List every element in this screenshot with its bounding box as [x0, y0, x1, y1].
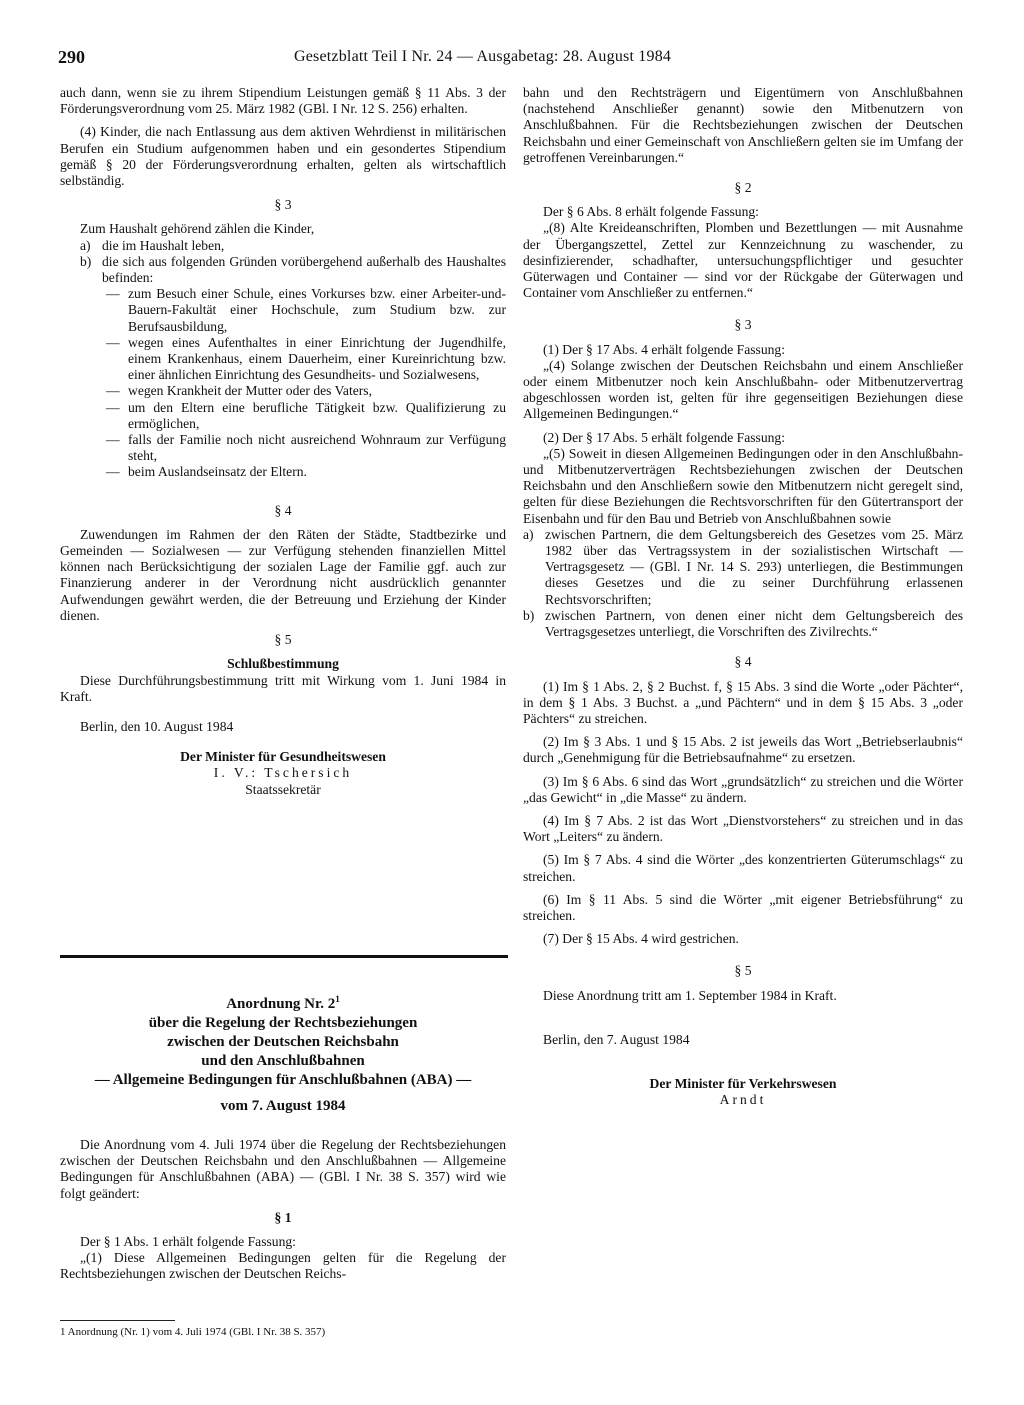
section-heading: § 5: [274, 632, 292, 648]
list-item: a) zwischen Partnern, die dem Geltungsbereich des Gesetzes vom 25. März 1982 über das Vertragssystem in der sozialistischen Wirtschaft — Vertragsgesetz — (GBl. I Nr. 14 S. 293) unterliegen, die Bestimmungen dieses Gesetzes und die zu seiner Durchführung erlassenen Rechtsvorschriften;: [523, 526, 963, 607]
footnote-divider: [60, 1320, 175, 1321]
enumeration-list: [523, 527, 963, 640]
paragraph: auch dann, wenn sie zu ihrem Stipendium Leistungen gemäß § 11 Abs. 3 der Förderungsverordnung vom 25. März 1982 (GBl. I Nr. 12 S. 256) erhalten.: [60, 85, 506, 117]
ordinance-title-line: und den Anschlußbahnen: [201, 1053, 365, 1069]
list-item: — um den Eltern eine berufliche Tätigkeit bzw. Qualifizierung zu ermöglichen,: [106, 399, 506, 431]
paragraph: (2) Der § 17 Abs. 5 erhält folgende Fassung:: [543, 429, 785, 445]
signatory-title: Der Minister für Verkehrswesen: [649, 1075, 837, 1091]
section-heading: § 3: [274, 197, 292, 213]
section-divider: [60, 955, 508, 958]
place-date: Berlin, den 10. August 1984: [80, 718, 234, 734]
paragraph: bahn und den Rechtsträgern und Eigentümern von Anschlußbahnen (nachstehend Anschließer genannt) sowie den Mitbenutzern von Anschlußbahnen. Für die Rechtsbeziehungen zwischen der Deutschen Reichsbahn und einer Gemeinschaft von Anschließern gelten sie im Umfang der getroffenen Vereinbarungen.“: [523, 85, 963, 165]
list-item: — falls der Familie noch nicht ausreichend Wohnraum zur Verfügung steht,: [106, 432, 506, 464]
section-heading: § 4: [274, 502, 292, 518]
signatory-name: Arndt: [719, 1092, 767, 1108]
list-item: b) die sich aus folgenden Gründen vorübergehend außerhalb des Haushaltes befinden:: [80, 253, 506, 286]
section-heading: § 5: [734, 963, 752, 979]
page-header: [58, 49, 958, 69]
header-title: Gesetzblatt Teil I Nr. 24 — Ausgabetag: 28. August 1984: [294, 48, 672, 65]
list-item: — wegen eines Aufenthaltes in einer Einrichtung der Jugendhilfe, einem Krankenhaus, einem Dauerheim, einer Kureinrichtung bzw. einer ähnlichen Einrichtung des Gesundheits- und Sozialwesens,: [106, 334, 506, 383]
ordinance-date: vom 7. August 1984: [220, 1098, 346, 1114]
paragraph: „(5) Soweit in diesen Allgemeinen Bedingungen oder in den Anschlußbahn- und Mitbenutzerverträgen Rechtsbeziehungen zwischen der Deutschen Reichsbahn und den Anschließern sowie den Mitbenutzern nicht geregelt sind, gelten für diese Beziehungen die Rechtsvorschriften für den Gütertransport der Eisenbahn und für den Bau und Betrieb von Anschlußbahnen sowie: [523, 445, 963, 526]
section-heading: § 1: [274, 1209, 292, 1225]
paragraph: (4) Im § 7 Abs. 2 ist das Wort „Dienstvorstehers“ zu streichen und in das Wort „Leiters“ zu ändern.: [523, 812, 963, 845]
paragraph: (5) Im § 7 Abs. 4 sind die Wörter „des konzentrierten Güterumschlags“ zu streichen.: [523, 852, 963, 884]
section-heading: § 3: [734, 317, 752, 333]
paragraph: Der § 1 Abs. 1 erhält folgende Fassung:: [80, 1234, 296, 1250]
paragraph: Zum Haushalt gehörend zählen die Kinder,: [80, 221, 315, 237]
paragraph: Der § 6 Abs. 8 erhält folgende Fassung:: [543, 204, 759, 220]
ordinance-block: [60, 990, 506, 1283]
dash-list: [80, 286, 506, 480]
paragraph: „(1) Diese Allgemeinen Bedingungen gelten für die Regelung der Rechtsbeziehungen zwischen der Deutschen Reichs-: [60, 1250, 506, 1282]
paragraph: (7) Der § 15 Abs. 4 wird gestrichen.: [543, 931, 739, 947]
signatory-title: Der Minister für Gesundheitswesen: [180, 749, 386, 765]
paragraph: Zuwendungen im Rahmen der den Räten der Städte, Stadtbezirke und Gemeinden — Sozialwesen — zur Verfügung stehenden finanziellen Mittel können nach Berücksichtigung der sozialen Lage der Familie ggf. auch zur Finanzierung anderer in der Verordnung nicht ausdrücklich genannter Aufwendungen gewährt werden, die der Betreuung und Erziehung der Kinder dienen.: [60, 526, 506, 623]
paragraph: Diese Durchführungsbestimmung tritt mit Wirkung vom 1. Juni 1984 in Kraft.: [60, 672, 506, 704]
paragraph: Diese Anordnung tritt am 1. September 1984 in Kraft.: [543, 987, 837, 1003]
right-column: [523, 85, 963, 1108]
signatory-rank: Staatssekretär: [245, 781, 321, 797]
section-heading: § 2: [734, 180, 752, 196]
paragraph: Die Anordnung vom 4. Juli 1974 über die Regelung der Rechtsbeziehungen zwischen der Deutschen Reichsbahn und den Anschlußbahnen — Allgemeine Bedingungen für Anschlußbahnen (ABA) — (GBl. I Nr. 38 S. 357) wird wie folgt geändert:: [60, 1137, 506, 1201]
paragraph: „(4) Solange zwischen der Deutschen Reichsbahn und einem Anschließer oder einem Mitbenutzer noch kein Anschlußbahn- oder Mitbenutzervertrag abgeschlossen worden ist, gelten für ihre gegenseitigen Beziehungen diese Allgemeinen Bedingungen.“: [523, 357, 963, 422]
left-column: [60, 85, 506, 798]
paragraph: (1) Im § 1 Abs. 2, § 2 Buchst. f, § 15 Abs. 3 sind die Worte „oder Pächter“, in dem § 1 Abs. 3 Buchst. a „und Pächtern“ und in dem § 15 Abs. 3 „oder Pächters“ zu streichen.: [523, 678, 963, 726]
list-item: — beim Auslandseinsatz der Eltern.: [106, 464, 307, 480]
paragraph: (2) Im § 3 Abs. 1 und § 15 Abs. 2 ist jeweils das Wort „Betriebserlaubnis“ durch „Genehmigung für die Betriebsaufnahme“ zu ersetzen.: [523, 734, 963, 766]
paragraph: (1) Der § 17 Abs. 4 erhält folgende Fassung:: [543, 341, 785, 357]
paragraph: (6) Im § 11 Abs. 5 sind die Wörter „mit eigener Betriebsführung“ zu streichen.: [523, 891, 963, 923]
signatory-name: I. V.: Tschersich: [213, 765, 353, 781]
footnote: 1 Anordnung (Nr. 1) vom 4. Juli 1974 (GBl. I Nr. 38 S. 357): [60, 1326, 326, 1338]
list-item: a) die im Haushalt leben,: [80, 237, 225, 253]
ordinance-title-line: über die Regelung der Rechtsbeziehungen: [148, 1015, 418, 1031]
list-item: — wegen Krankheit der Mutter oder des Vaters,: [106, 383, 372, 399]
ordinance-title: Anordnung Nr. $2^1$: [226, 994, 340, 1012]
paragraph: (4) Kinder, die nach Entlassung aus dem aktiven Wehrdienst in militärischen Berufen ein Studium aufgenommen haben und ein gesondertes Stipendium gemäß § 20 der Förderungsverordnung erhalten, gelten als wirtschaftlich selbständig.: [60, 124, 506, 189]
paragraph: (3) Im § 6 Abs. 6 sind das Wort „grundsätzlich“ zu streichen und die Wörter „das Gewicht“ in „die Masse“ zu ändern.: [523, 773, 963, 805]
place-date: Berlin, den 7. August 1984: [543, 1031, 690, 1047]
enumeration-list: [80, 238, 506, 287]
page-number: 290: [58, 47, 85, 67]
ordinance-title-line: — Allgemeine Bedingungen für Anschlußbahnen (ABA) —: [94, 1072, 472, 1088]
list-item: b) zwischen Partnern, von denen einer nicht dem Geltungsbereich des Vertragsgesetzes unterliegt, die Vorschriften des Zivilrechts.“: [523, 607, 963, 640]
section-heading: § 4: [734, 654, 752, 670]
section-title: Schlußbestimmung: [227, 656, 339, 672]
paragraph: „(8) Alte Kreideanschriften, Plomben und Bezettlungen — mit Ausnahme der Übergangszettel, Zettel zur Kennzeichnung zu waschender, zu desinfizierender, schadhafter, untersuchungspflichtiger und gesuchter Güterwagen und Container — sind vor der Rückgabe der Güterwagen und Container vom Anschließer zu entfernen.“: [523, 220, 963, 301]
ordinance-title-line: zwischen der Deutschen Reichsbahn: [167, 1034, 399, 1050]
list-item: — zum Besuch einer Schule, eines Vorkurses bzw. einer Arbeiter-und-Bauern-Fakultät einer Hochschule, zum Studium bzw. zur Berufsausbildung,: [106, 286, 506, 334]
